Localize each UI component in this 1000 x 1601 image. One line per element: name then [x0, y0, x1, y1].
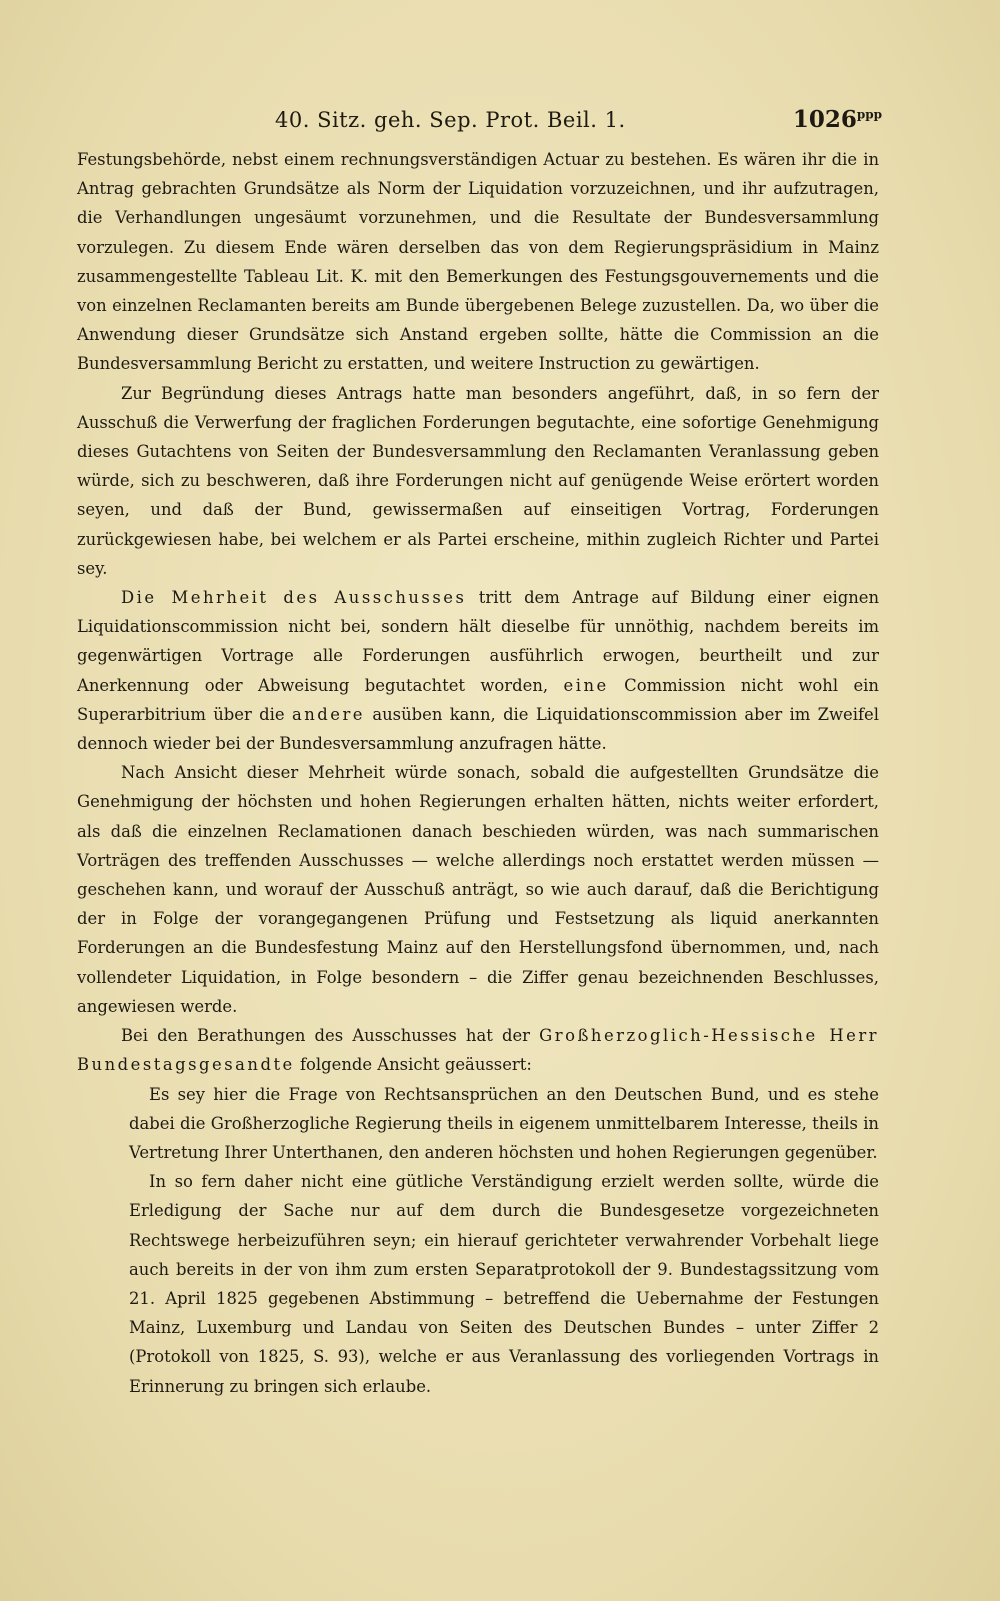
page-number [793, 106, 882, 133]
paragraph [77, 1021, 879, 1079]
spaced-emphasis: andere [291, 704, 365, 724]
paragraph-text: folgende Ansicht geäussert: [294, 1055, 532, 1075]
paragraph [77, 379, 879, 583]
paragraph-text: In so fern daher nicht eine gütliche Verständigung erzielt werden sollte, würde die Erledigung der Sache nur auf dem durch die Bundesgesetze vorgezeichneten Rechtswege herbeizuführen seyn; ein hierauf gerichteter verwahrender Vorbehalt liege auch bereits in der von ihm zum ersten Separatprotokoll der 9. Bundestagssitzung vom 21. April 1825 gegebenen Abstimmung – betreffend die Uebernahme der Festungen Mainz, Luxemburg und Landau von Seiten des Deutschen Bundes – unter Ziffer 2 (Protokoll von 1825, S. 93), welche er aus Veranlassung des vorliegenden Vortrags in Erinnerung zu bringen sich erlaube. [129, 1172, 879, 1396]
running-title: 40. Sitz. geh. Sep. Prot. Beil. 1. [275, 108, 626, 132]
spaced-emphasis: Die Mehrheit des Ausschusses [121, 588, 467, 608]
paragraph-text: Commission nicht wohl ein Superarbitrium über die [77, 675, 879, 724]
page-number-suffix: ppp [856, 107, 882, 122]
paragraph-text: Bei den Berathungen des Ausschusses hat der [121, 1026, 540, 1046]
body-text [77, 145, 879, 1401]
paragraph [77, 583, 879, 758]
paragraph-text: Festungsbehörde, nebst einem rechnungsverständigen Actuar zu bestehen. Es wären ihr die in Antrag gebrachten Grundsätze als Norm der Liquidation vorzuzeichnen, und ihr aufzutragen, die Verhandlungen ungesäumt vorzunehmen, und die Resultate der Bundesversammlung vorzulegen. Zu diesem Ende wären derselben das von dem Regierungspräsidium in Mainz zusammengestellte Tableau Lit. K. mit den Bemerkungen des Festungsgouvernements und die von einzelnen Reclamanten bereits am Bunde übergebenen Belege zuzustellen. Da, wo über die Anwendung dieser Grundsätze sich Anstand ergeben sollte, hätte die Commission an die Bundesversammlung Bericht zu erstatten, und weitere Instruction zu gewärtigen. [77, 150, 879, 374]
paragraph [77, 758, 879, 1021]
paragraph-text: tritt dem Antrage auf Bildung einer eignen Liquidationscommission nicht bei, sondern hält dieselbe für unnöthig, nachdem bereits im gegenwärtigen Vortrage alle Forderungen ausführlich erwogen, beurtheilt und zur Anerkennung oder Abweisung begutachtet worden, [77, 588, 880, 695]
page-number-value: 1026 [792, 106, 857, 133]
spaced-emphasis: eine [563, 675, 609, 695]
paragraph-text: ausüben kann, die Liquidationscommission aber im Zweifel dennoch wieder bei der Bundesversammlung anzufragen hätte. [77, 704, 879, 754]
paragraph-text: Nach Ansicht dieser Mehrheit würde sonach, sobald die aufgestellten Grundsätze die Genehmigung der höchsten und hohen Regierungen erhalten hätten, nichts weiter erfordert, als daß die einzelnen Reclamationen danach beschieden würden, was nach summarischen Vorträgen des treffenden Ausschusses — welche allerdings noch erstattet werden müssen — geschehen kann, und worauf der Ausschuß anträgt, so wie auch darauf, daß die Berichtigung der in Folge der vorangegangenen Prüfung und Festsetzung als liquid anerkannten Forderungen an die Bundesfestung Mainz auf den Herstellungsfond übernommen, und, nach vollendeter Liquidation, in Folge besondern – die Ziffer genau bezeichnenden Beschlusses, angewiesen werde. [77, 763, 879, 1016]
page-header [0, 104, 1000, 140]
quoted-paragraph [129, 1167, 879, 1401]
paragraph-text: Zur Begründung dieses Antrags hatte man besonders angeführt, daß, in so fern der Ausschuß die Verwerfung der fraglichen Forderungen begutachte, eine sofortige Genehmigung dieses Gutachtens von Seiten der Bundesversammlung den Reclamanten Veranlassung geben würde, sich zu beschweren, daß ihre Forderungen nicht auf genügende Weise erörtert worden seyen, und daß der Bund, gewissermaßen auf einseitigen Vortrag, Forderungen zurückgewiesen habe, bei welchem er als Partei erscheine, mithin zugleich Richter und Partei sey. [77, 383, 879, 578]
spaced-emphasis: Großherzoglich-Hessische Herr Bundestagsgesandte [77, 1026, 879, 1075]
paragraph-text: Es sey hier die Frage von Rechtsansprüchen an den Deutschen Bund, und es stehe dabei die Großherzogliche Regierung theils in eigenem unmittelbarem Interesse, theils in Vertretung Ihrer Unterthanen, den anderen höchsten und hohen Regierungen gegenüber. [129, 1084, 879, 1162]
paragraph-continuation [77, 145, 879, 379]
quoted-paragraph [129, 1080, 879, 1168]
